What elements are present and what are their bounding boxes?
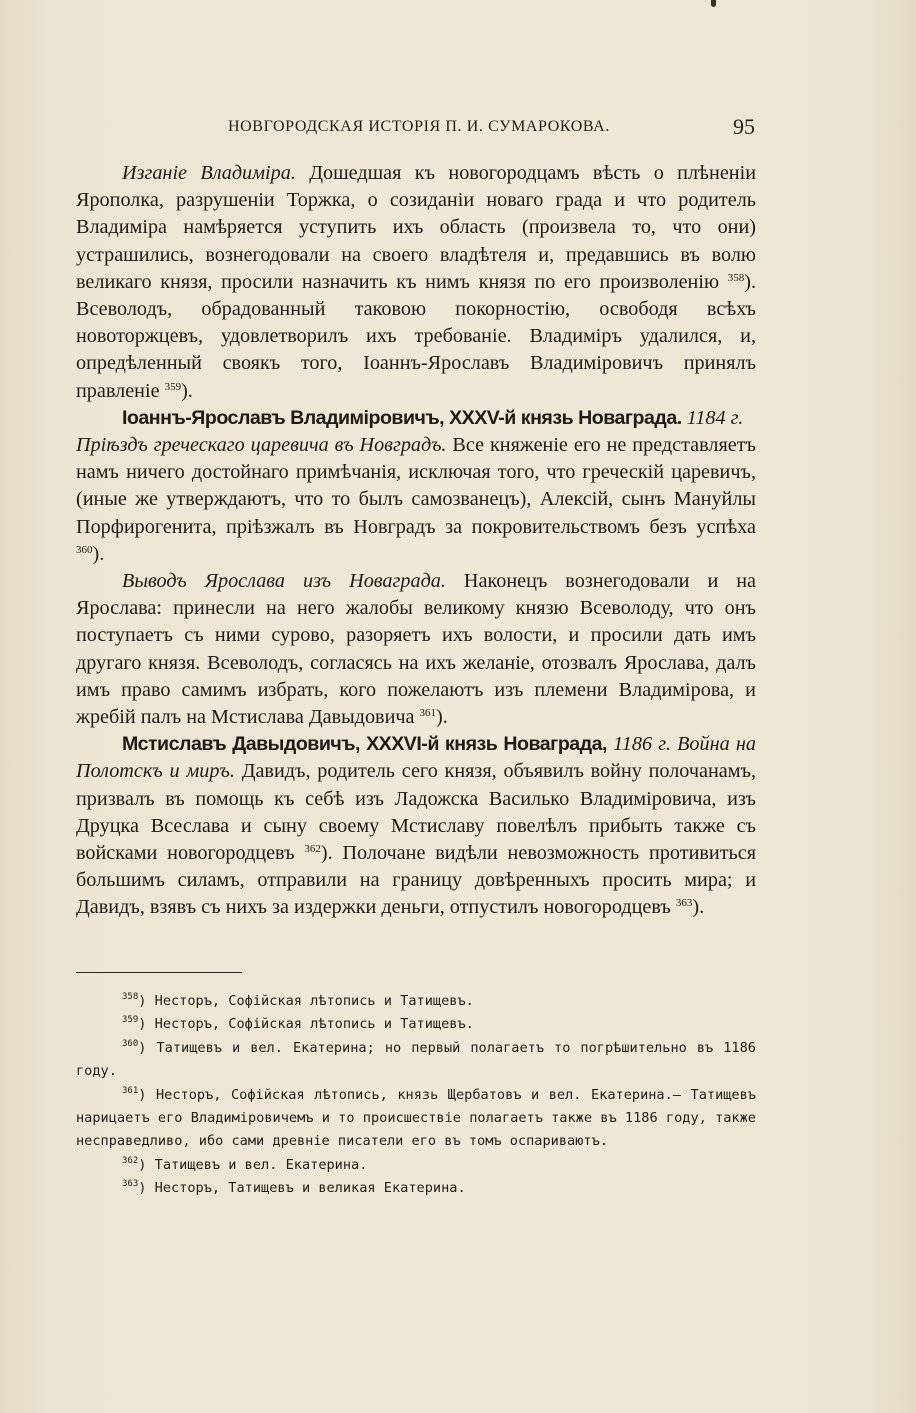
footnote-text: ) Несторъ, Татищевъ и великая Екатерина. <box>138 1180 466 1197</box>
footnote-text: ) Татищевъ и вел. Екатерина. <box>138 1156 368 1173</box>
ink-mark <box>711 0 716 7</box>
paragraph-text: ). <box>436 706 448 729</box>
section-title: Пріѣздъ греческаго царевича въ Новградъ. <box>76 434 447 457</box>
footnote <box>76 1177 756 1200</box>
year-label: 1186 г. <box>606 733 671 756</box>
footnote-text: ) Несторъ, Софійская лѣтопись и Татищевъ. <box>138 1016 474 1033</box>
footnote-ref: 361 <box>419 707 437 720</box>
paragraph-text: ). <box>92 542 105 565</box>
footnote <box>76 1013 756 1036</box>
footnote-text: ) Несторъ, Софійская лѣтопись, князь Щербатовъ и вел. Екатерина.— Татищевъ нарицаетъ его Владиміровичемъ и то происшествіе полагаетъ также въ 1186 году, также несправедливо, ибо сами древніе писатели его въ томъ оспариваютъ. <box>76 1086 756 1150</box>
footnote-ref: 360 <box>76 543 93 556</box>
paragraph-text: ). <box>692 896 705 919</box>
footnotes <box>76 990 756 1201</box>
footnote <box>76 1037 756 1084</box>
running-title: НОВГОРОДСКАЯ ИСТОРІЯ П. И. СУМАРОКОВА. <box>228 118 610 135</box>
paragraph-text: ). Всеволодъ, обрадованный таковою покорностію, освободя всѣхъ новоторжцевъ, удовлетворилъ ихъ требованіе. Владиміръ удалился, и, опредѣленный своякъ того, Іоаннъ-Ярославъ Владиміровичъ принялъ правленіе <box>76 270 756 402</box>
paragraph-text: ). <box>181 379 193 402</box>
year-label: 1184 г. <box>681 406 744 429</box>
footnote-text: ) Несторъ, Софійская лѣтопись и Татищевъ. <box>138 993 474 1009</box>
paragraph-text: Давидъ, родитель сего князя, объявилъ войну полочанамъ, призвалъ въ помощь къ себѣ изъ Ладожска Василько Владиміровича, изъ Друцка Всеслава и сыну своему Мстиславу повелѣлъ прибыть также съ войсками новогородцевъ <box>76 760 756 865</box>
footnote <box>76 1084 756 1154</box>
paragraph-expulsion-vladimir <box>76 160 756 405</box>
paragraph-ioann-yaroslav <box>76 405 756 568</box>
paragraph-expulsion-yaroslav <box>76 568 756 731</box>
page-header <box>0 114 916 144</box>
footnote <box>76 990 756 1013</box>
page-number: 95 <box>733 114 755 139</box>
paragraph-text: Все княженіе его не представляетъ намъ ничего достойнаго примѣчанія, исключая того, что греческій царевичъ, (иные же утверждаютъ, что то былъ самозванецъ), Алексій, сынъ Мануйлы Порфирогенита, пріѣзжалъ въ Новградъ за покровительствомъ безъ успѣха <box>76 434 756 538</box>
prince-heading: Іоаннъ-Ярославъ Владиміровичъ, XXXV-й князь Новаграда. <box>122 406 682 429</box>
footnote-ref: 358 <box>727 271 745 284</box>
section-title: Война на Полотскъ и миръ. <box>76 733 756 783</box>
footnote-ref: 362 <box>304 843 321 856</box>
footnote <box>76 1154 756 1177</box>
footnote-number: 359 <box>122 1015 139 1026</box>
footnote-text: ) Татищевъ и вел. Екатерина; но первый полагаетъ то погрѣшительно въ 1186 году. <box>76 1039 756 1080</box>
footnote-number: 362 <box>122 1155 139 1166</box>
prince-heading: Мстиславъ Давыдовичъ, XXXVI-й князь Новаграда, <box>122 733 607 756</box>
section-title: Изганіе Владиміра. <box>122 162 296 184</box>
footnote-number: 363 <box>122 1179 139 1190</box>
footnote-ref: 363 <box>675 897 693 910</box>
paragraph-text: Наконецъ вознегодовали и на Ярослава: принесли на него жалобы великому князю Всеволоду, что онъ поступаетъ съ ними сурово, разоряетъ ихъ волости, и просили дать имъ другаго князя. Всеволодъ, согласясь на ихъ желаніе, отозвалъ Ярослава, далъ имъ право самимъ избрать, кого пожелаютъ изъ племени Владимірова, и жребій палъ на Мстислава Давыдовича <box>76 570 756 729</box>
footnote-number: 358 <box>122 992 139 1002</box>
footnote-number: 361 <box>122 1085 139 1096</box>
paragraph-text: ). Полочане видѣли невозможность противиться большимъ силамъ, отправили на границу довѣренныхъ просить мира; и Давидъ, взявъ съ нихъ за издержки деньги, отпустилъ новогородцевъ <box>76 842 757 919</box>
footnote-divider <box>76 972 242 973</box>
footnote-number: 360 <box>122 1038 139 1049</box>
paragraph-text: Дошедшая къ новогородцамъ вѣсть о плѣненіи Ярополка, разрушеніи Торжка, о созиданіи новаго града и что родитель Владиміра намѣряется уступить ихъ область (произвела то, что они) устрашились, вознегодовали на своего владѣтеля и, предавшись въ волю великаго князя, просили назначить къ нимъ князя по его произволенію <box>76 162 757 293</box>
paragraph-mstislav <box>76 731 756 921</box>
footnote-ref: 359 <box>164 380 182 393</box>
section-title: Выводъ Ярослава изъ Новаграда. <box>122 570 446 593</box>
main-text <box>76 160 756 922</box>
